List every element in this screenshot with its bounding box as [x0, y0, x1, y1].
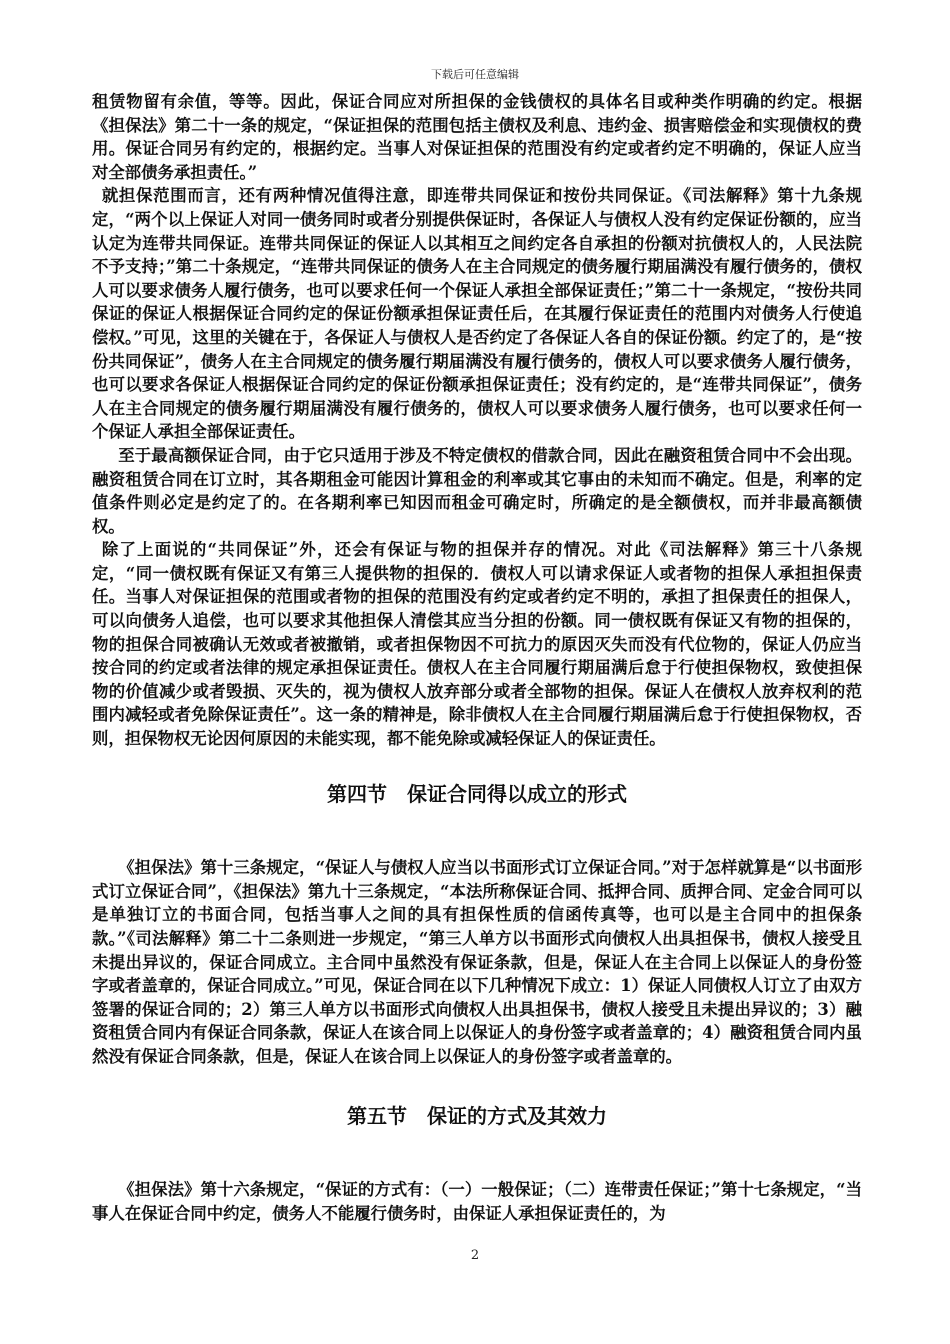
paragraph: 至于最高额保证合同，由于它只适用于涉及不特定债权的借款合同，因此在融资租赁合同中不会出现。融资租赁合同在订立时，其各期租金可能因计算租金的利率或其它事由的未知而不确定。但是，利率的定值条件则必定是约定了的。在各期利率已知因而租金可确定时，所确定的是全额债权，而并非最高额债权。: [92, 445, 862, 536]
paragraph: 除了上面说的“共同保证”外，还会有保证与物的担保并存的情况。对此《司法解释》第三十八条规定，“同一债权既有保证又有第三人提供物的担保的．债权人可以请求保证人或者物的担保人承担担保责任。当事人对保证担保的范围或者物的担保的范围没有约定或者约定不明的，承担了担保责任的担保人，可以向债务人追偿，也可以要求其他担保人清偿其应当分担的份额。同一债权既有保证又有物的担保的，物的担保合同被确认无效或者被撤销，或者担保物因不可抗力的原因灭失而没有代位物的，保证人仍应当按合同的约定或者法律的规定承担保证责任。债权人在主合同履行期届满后怠于行使担保物权，致使担保物的价值减少或者毁损、灭失的，视为债权人放弃部分或者全部物的担保。保证人在债权人放弃权利的范围内减轻或者免除保证责任”。这一条的精神是，除非债权人在主合同履行期届满后怠于行使担保物权，否则，担保物权无论因何原因的未能实现，都不能免除或减轻保证人的保证责任。: [92, 540, 862, 749]
page-number: 2: [470, 1248, 480, 1263]
document-body: [92, 90, 862, 1225]
paragraph: 租赁物留有余值，等等。因此，保证合同应对所担保的金钱债权的具体名目或种类作明确的约定。根据《担保法》第二十一条的规定，“保证担保的范围包括主债权及利息、违约金、损害赔偿金和实现债权的费用。保证合同另有约定的，根据约定。当事人对保证担保的范围没有约定或者约定不明确的，保证人应当对全部债务承担责任。”: [92, 92, 862, 182]
section-title-5: 第五节 保证的方式及其效力: [347, 1103, 607, 1128]
page-header: 下载后可任意编辑: [431, 68, 519, 81]
section-title-4: 第四节 保证合同得以成立的形式: [327, 781, 627, 806]
paragraph: 《担保法》第十六条规定，“保证的方式有：（一）一般保证；（二）连带责任保证；”第十七条规定，“当事人在保证合同中约定，债务人不能履行债务时，由保证人承担保证责任的，为: [92, 1180, 862, 1223]
paragraph: 就担保范围而言，还有两种情况值得注意，即连带共同保证和按份共同保证。《司法解释》第十九条规定，“两个以上保证人对同一债务同时或者分别提供保证时，各保证人与债权人没有约定保证份额的，应当认定为连带共同保证。连带共同保证的保证人以其相互之间约定各自承担的份额对抗债权人的，人民法院不予支持；”第二十条规定，“连带共同保证的债务人在主合同规定的债务履行期届满没有履行债务的，债权人可以要求债务人履行债务，也可以要求任何一个保证人承担全部保证责任；”第二十一条规定，“按份共同保证的保证人根据保证合同约定的保证份额承担保证责任后，在其履行保证责任的范围内对债务人行使追偿权。”可见，这里的关键在于，各保证人与债权人是否约定了各保证人各自的保证份额。约定了的，是“按份共同保证”，债务人在主合同规定的债务履行期届满没有履行债务的，债权人可以要求债务人履行债务，也可以要求各保证人根据保证合同约定的保证份额承担保证责任；没有约定的，是“连带共同保证”，债务人在主合同规定的债务履行期届满没有履行债务的，债权人可以要求债务人履行债务，也可以要求任何一个保证人承担全部保证责任。: [92, 186, 862, 442]
paragraph: 《担保法》第十三条规定，“保证人与债权人应当以书面形式订立保证合同。”对于怎样就算是“以书面形式订立保证合同”，《担保法》第九十三条规定，“本法所称保证合同、抵押合同、质押合同、定金合同可以是单独订立的书面合同，包括当事人之间的具有担保性质的信函传真等，也可以是主合同中的担保条款。”《司法解释》第二十二条则进一步规定，“第三人单方以书面形式向债权人出具担保书，债权人接受且未提出异议的，保证合同成立。主合同中虽然没有保证条款，但是，保证人在主合同上以保证人的身份签字或者盖章的，保证合同成立。”可见，保证合同在以下几种情况下成立：1）保证人同债权人订立了由双方签署的保证合同的；2）第三人单方以书面形式向债权人出具担保书，债权人接受且未提出异议的；3）融资租赁合同内有保证合同条款，保证人在该合同上以保证人的身份签字或者盖章的；4）融资租赁合同内虽然没有保证合同条款，但是，保证人在该合同上以保证人的身份签字或者盖章的。: [92, 858, 862, 1066]
